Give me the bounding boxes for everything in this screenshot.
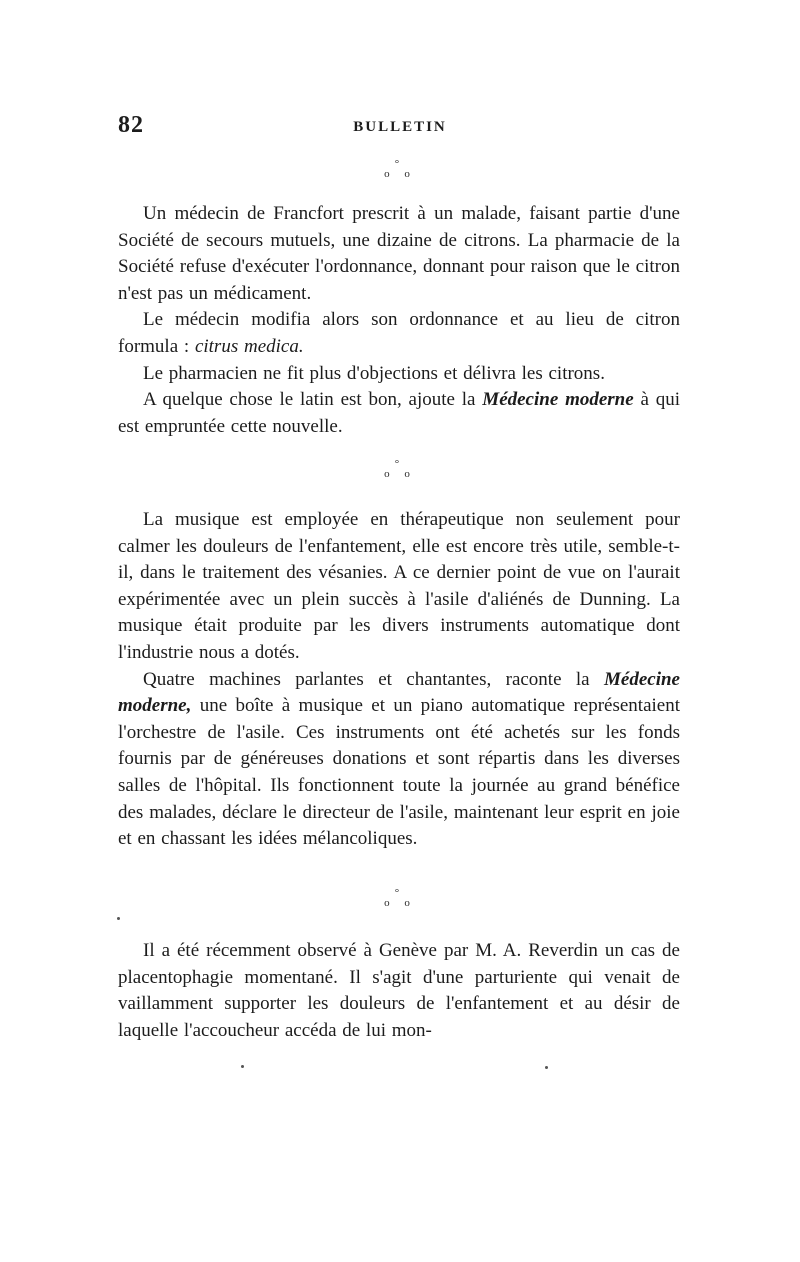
paragraph-musique: La musique est employée en thérapeutique non seulement pour calmer les douleurs de l'enfantement, elle est encore très utile, semble-t-il, dans le traitement des vésanies. A ce dernier point de vue on l'aurait expérimentée avec un plein succès à l'asile d'aliénés de Dunning. La musique était produite par les divers instruments automatique dont l'industrie nous a dotés.	[118, 509, 680, 663]
print-speck	[545, 1066, 548, 1069]
ornament-3-top: °	[394, 887, 406, 899]
paragraph-machines-after: une boîte à musique et un piano automatique représentaient l'orchestre de l'asile. Ces instruments ont été achetés sur les fonds fournis par de généreuses donations et sont répartis dans les diverses salles de l'hôpital. Ils fonctionnent toute la journée au grand bénéfice des malades, déclare le directeur de l'asile, maintenant leur esprit en joie et en chassant les idées mélancoliques.	[118, 695, 680, 850]
medecine-moderne-italic: Médecine moderne	[482, 389, 634, 411]
citrus-medica-italic: citrus medica.	[194, 335, 304, 357]
running-title: BULLETIN	[353, 119, 447, 135]
ornament-1-top: °	[394, 158, 406, 170]
ornament-2	[0, 460, 800, 479]
paragraph-machines	[118, 667, 680, 853]
ornament-1-bottom: o o	[384, 168, 416, 180]
ornament-2-top: °	[394, 458, 406, 470]
ornament-1	[0, 160, 800, 179]
ornament-3	[0, 889, 800, 908]
paragraph-latin	[118, 387, 680, 440]
paragraph-ordonnance	[118, 307, 680, 360]
paragraph-pharmacien: Le pharmacien ne fit plus d'objections et délivra les citrons.	[143, 362, 605, 384]
ornament-3-bottom: o o	[384, 897, 416, 909]
section-citrons	[118, 201, 680, 440]
paragraph-latin-before: A quelque chose le latin est bon, ajoute la	[143, 389, 483, 411]
paragraph-machines-before: Quatre machines parlantes et chantantes, raconte la	[143, 668, 605, 690]
medecine-moderne-italic-2: Médecine moderne,	[118, 668, 680, 717]
page-number: 82	[118, 112, 144, 138]
paragraph-francfort: Un médecin de Francfort prescrit à un malade, faisant partie d'une Société de secours mutuels, une dizaine de citrons. La pharmacie de la Société refuse d'exécuter l'ordonnance, donnant pour raison que le citron n'est pas un médicament.	[118, 203, 680, 304]
paragraph-geneve: Il a été récemment observé à Genève par M. A. Reverdin un cas de placentophagie momentané. Il s'agit d'une parturiente qui venait de vaillamment supporter les douleurs de l'enfantement et au désir de laquelle l'accoucheur accéda de lui mon-	[118, 940, 680, 1041]
ornament-2-bottom: o o	[384, 468, 416, 480]
print-speck	[117, 917, 120, 920]
paragraph-ordonnance-text: Le médecin modifia alors son ordonnance et au lieu de citron formula :	[118, 309, 680, 357]
section-musique	[118, 507, 680, 853]
paragraph-latin-after: à qui est empruntée cette nouvelle.	[118, 389, 681, 437]
print-speck	[241, 1065, 244, 1068]
section-placentophagie	[118, 938, 680, 1044]
